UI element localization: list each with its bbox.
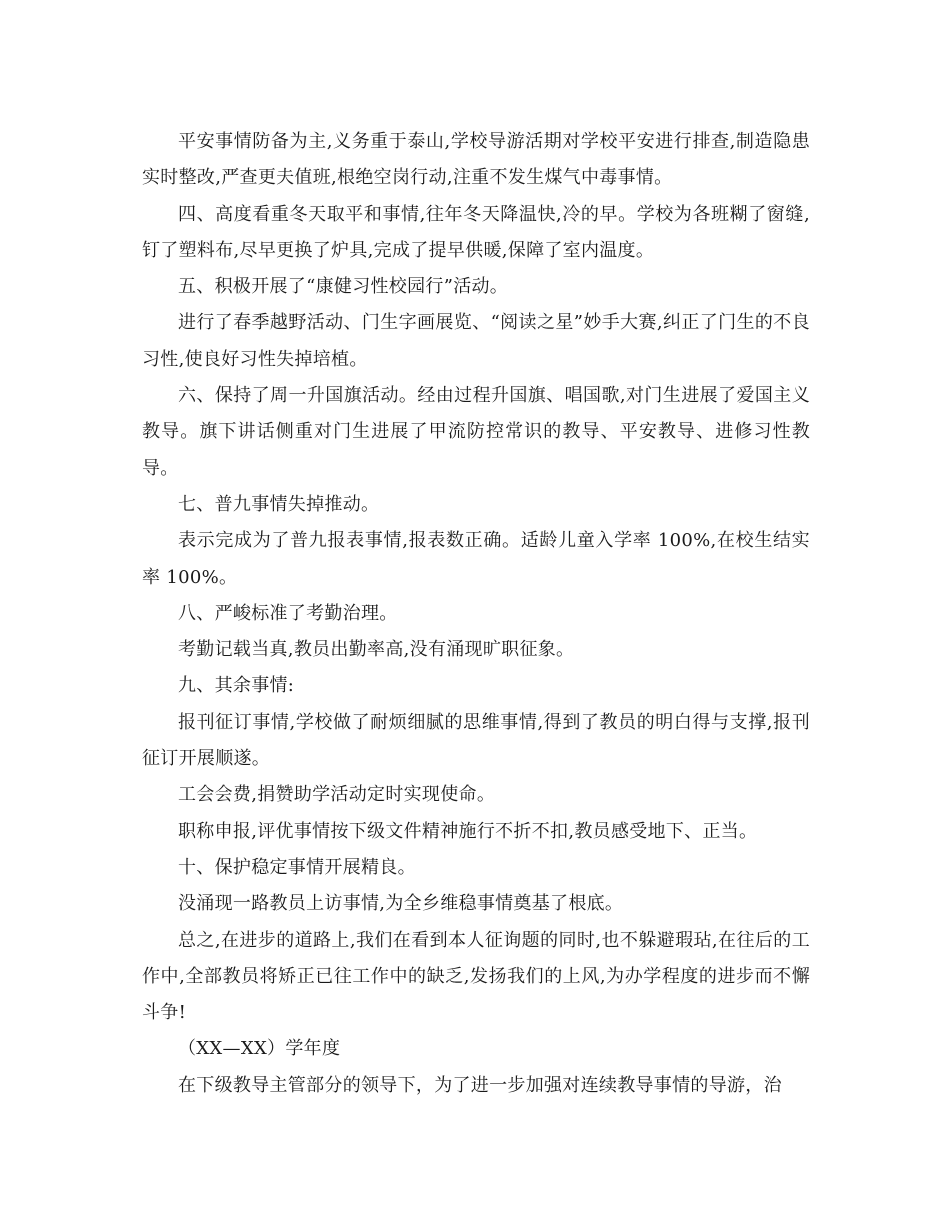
paragraph: 七、普九事情失掉推动。 [178, 493, 380, 515]
paragraph: 八、严峻标准了考勤治理。 [178, 602, 398, 624]
paragraph: 职称申报,评优事情按下级文件精神施行不折不扣,教员感受地下、正当。 [178, 820, 758, 842]
paragraph: 十、保护稳定事情开展精良。 [178, 856, 416, 878]
paragraph: 进行了春季越野活动、门生字画展览、“阅读之星”妙手大赛,纠正了门生的不良习性,使良好习性失掉培植。 [142, 312, 810, 370]
document-body [142, 124, 810, 1104]
paragraph: 在下级教导主管部分的领导下，为了进一步加强对连续教导事情的导游，治 [178, 1074, 782, 1096]
paragraph: 考勤记载当真,教员出勤率高,没有涌现旷职征象。 [178, 639, 575, 661]
paragraph: 报刊征订事情,学校做了耐烦细腻的思维事情,得到了教员的明白得与支撑,报刊征订开展顺遂。 [142, 711, 810, 770]
section-heading: （XX—XX）学年度 [178, 1038, 341, 1060]
paragraph: 四、高度看重冬天取平和事情,往年冬天降温快,冷的早。学校为各班糊了窗缝,钉了塑料布,尽早更换了炉具,完成了提早供暖,保障了室内温度。 [142, 203, 810, 261]
paragraph: 五、积极开展了“康健习性校园行”活动。 [178, 276, 509, 298]
paragraph: 九、其余事情: [178, 675, 295, 697]
paragraph: 平安事情防备为主,义务重于泰山,学校导游活期对学校平安进行排查,制造隐患实时整改,严查更夫值班,根绝空岗行动,注重不发生煤气中毒事情。 [142, 131, 810, 189]
paragraph: 工会会费,捐赞助学活动定时实现使命。 [178, 784, 496, 806]
paragraph: 表示完成为了普九报表事情,报表数正确。适龄儿童入学率 100%,在校生结实率 100%。 [142, 530, 810, 588]
paragraph: 总之,在进步的道路上,我们在看到本人征询题的同时,也不躲避瑕玷,在往后的工作中,全部教员将矫正已往工作中的缺乏,发扬我们的上风,为办学程度的进步而不懈斗争! [142, 929, 810, 1024]
paragraph: 没涌现一路教员上访事情,为全乡维稳事情奠基了根底。 [178, 893, 624, 915]
paragraph: 六、保持了周一升国旗活动。经由过程升国旗、唱国歌,对门生进展了爱国主义教导。旗下讲话侧重对门生进展了甲流防控常识的教导、平安教导、进修习性教导。 [142, 385, 810, 479]
